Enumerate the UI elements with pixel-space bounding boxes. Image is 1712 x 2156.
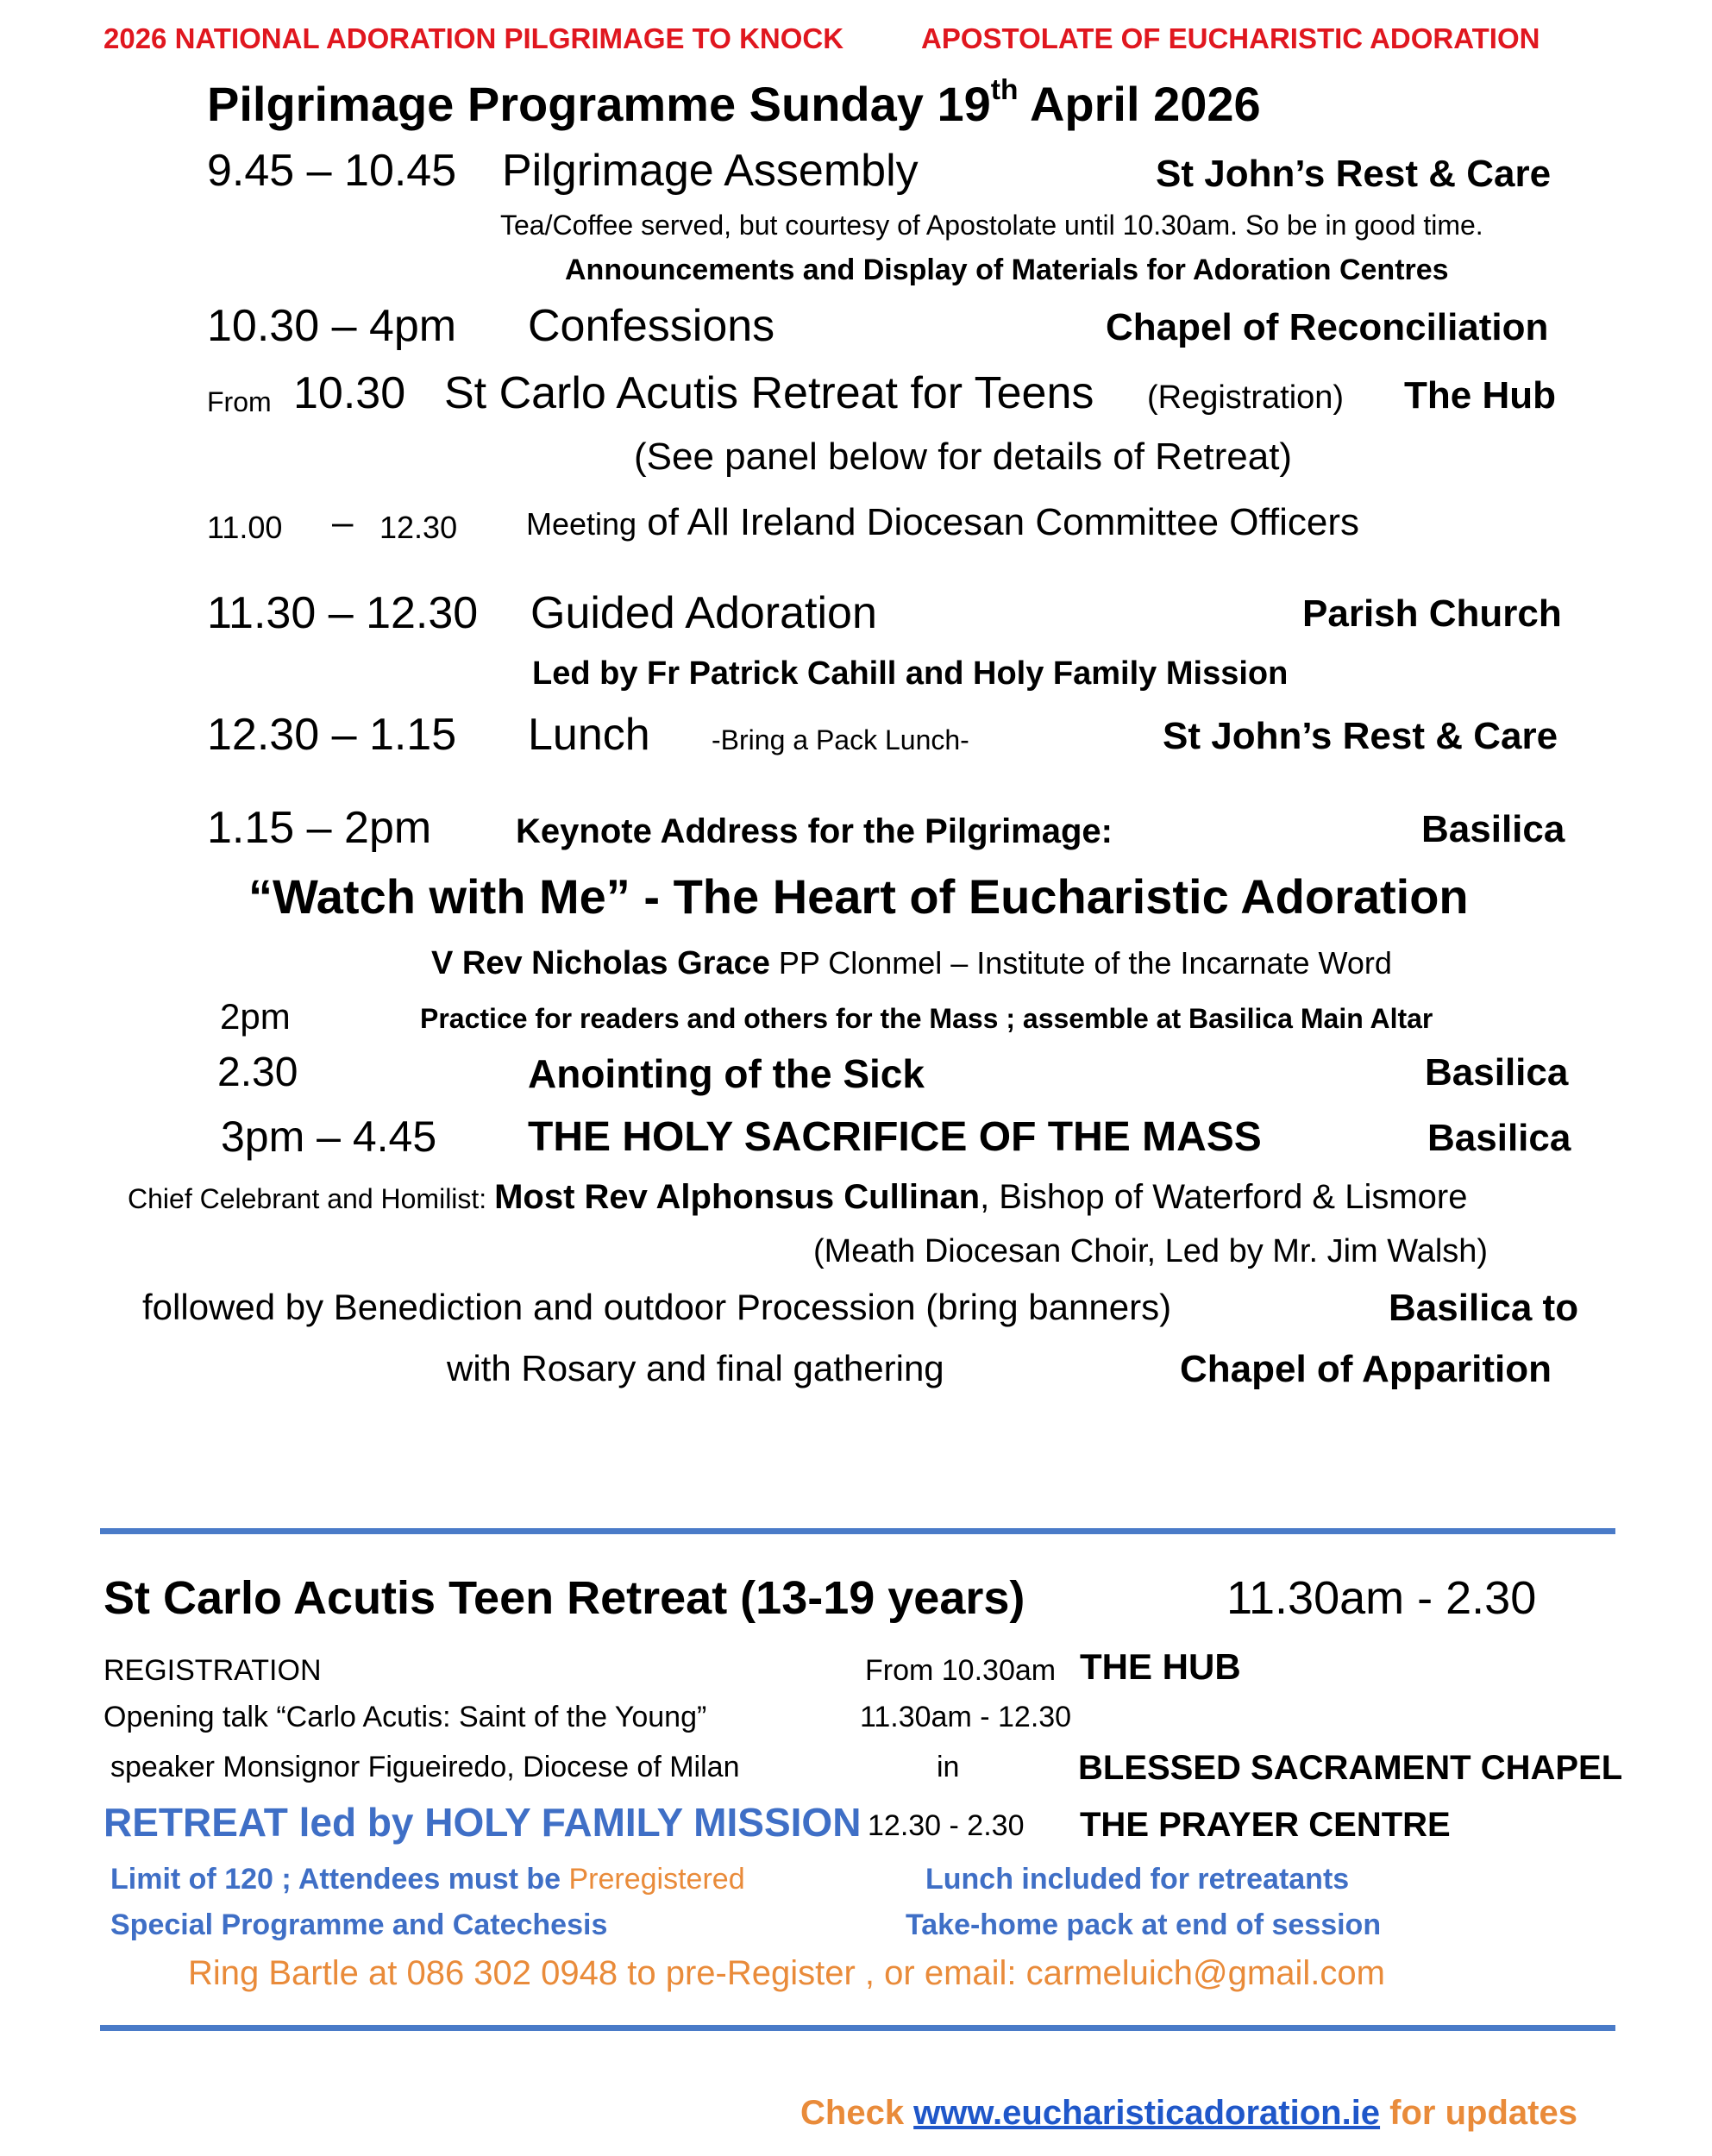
assembly-note: Tea/Coffee served, but courtesy of Apostolate until 10.30am. So be in good time. xyxy=(500,210,1483,241)
adoration-leader: Led by Fr Patrick Cahill and Holy Family Mission xyxy=(532,655,1289,692)
procession-venue1: Basilica to xyxy=(1389,1287,1579,1329)
page-title: Pilgrimage Programme Sunday 19th April 2026 xyxy=(207,74,1261,132)
adoration-time: 11.30 – 12.30 xyxy=(207,588,479,638)
lunch-event: Lunch xyxy=(528,710,650,760)
practice-event: Practice for readers and others for the Mass ; assemble at Basilica Main Altar xyxy=(420,1003,1433,1034)
confessions-time: 10.30 – 4pm xyxy=(207,301,457,351)
anointing-venue: Basilica xyxy=(1425,1051,1569,1094)
retreat-speaker-venue: BLESSED SACRAMENT CHAPEL xyxy=(1078,1749,1623,1787)
teens-venue: The Hub xyxy=(1404,374,1556,417)
footer-check: Check www.eucharisticadoration.ie for updates xyxy=(800,2094,1577,2132)
retreat-registration-venue: THE HUB xyxy=(1080,1646,1241,1687)
retreat-limit: Limit of 120 ; Attendees must be Preregistered xyxy=(110,1863,745,1896)
header-left: 2026 NATIONAL ADORATION PILGRIMAGE TO KNOCK xyxy=(103,22,844,54)
anointing-event: Anointing of the Sick xyxy=(528,1051,925,1096)
meeting-dash: – xyxy=(332,501,354,543)
teens-note: (See panel below for details of Retreat) xyxy=(634,436,1293,478)
mass-celebrant: Chief Celebrant and Homilist: Most Rev Alphonsus Cullinan, Bishop of Waterford & Lismore xyxy=(128,1178,1468,1216)
keynote-quote: “Watch with Me” - The Heart of Eucharistic Adoration xyxy=(248,869,1469,924)
keynote-venue: Basilica xyxy=(1421,808,1565,850)
adoration-event: Guided Adoration xyxy=(530,588,877,638)
mass-choir: (Meath Diocesan Choir, Led by Mr. Jim Walsh) xyxy=(813,1233,1489,1269)
procession-line1: followed by Benediction and outdoor Procession (bring banners) xyxy=(142,1287,1172,1327)
teens-registration: (Registration) xyxy=(1147,379,1345,416)
mass-event: THE HOLY SACRIFICE OF THE MASS xyxy=(528,1114,1262,1160)
header-right: APOSTOLATE OF EUCHARISTIC ADORATION xyxy=(921,22,1540,54)
divider-top xyxy=(100,1528,1615,1534)
retreat-speaker: speaker Monsignor Figueiredo, Diocese of Milan xyxy=(110,1751,740,1783)
retreat-led-venue: THE PRAYER CENTRE xyxy=(1080,1806,1451,1844)
practice-time: 2pm xyxy=(220,996,291,1037)
keynote-speaker: V Rev Nicholas Grace PP Clonmel – Institute of the Incarnate Word xyxy=(431,945,1392,981)
retreat-lunch-note: Lunch included for retreatants xyxy=(925,1863,1350,1896)
keynote-time: 1.15 – 2pm xyxy=(207,803,432,853)
mass-venue: Basilica xyxy=(1427,1117,1571,1159)
teens-from: From xyxy=(207,386,272,417)
retreat-title: St Carlo Acutis Teen Retreat (13-19 years) xyxy=(103,1572,1025,1624)
anointing-time: 2.30 xyxy=(217,1050,298,1095)
retreat-led-time: 12.30 - 2.30 xyxy=(868,1809,1025,1842)
assembly-time: 9.45 – 10.45 xyxy=(207,146,457,196)
teens-event: St Carlo Acutis Retreat for Teens xyxy=(444,368,1094,418)
keynote-event: Keynote Address for the Pilgrimage: xyxy=(516,812,1113,850)
retreat-led: RETREAT led by HOLY FAMILY MISSION xyxy=(103,1800,862,1845)
procession-venue2: Chapel of Apparition xyxy=(1180,1348,1552,1390)
retreat-registration-time: From 10.30am xyxy=(865,1654,1057,1687)
teens-time: 10.30 xyxy=(293,368,406,418)
confessions-event: Confessions xyxy=(528,301,775,351)
assembly-event: Pilgrimage Assembly xyxy=(502,146,919,196)
lunch-time: 12.30 – 1.15 xyxy=(207,710,457,760)
retreat-special: Special Programme and Catechesis xyxy=(110,1908,608,1941)
retreat-talk: Opening talk “Carlo Acutis: Saint of the Young” xyxy=(103,1701,707,1733)
retreat-time: 11.30am - 2.30 xyxy=(1226,1572,1537,1624)
lunch-note: -Bring a Pack Lunch- xyxy=(712,724,969,755)
retreat-pack: Take-home pack at end of session xyxy=(906,1908,1382,1941)
assembly-venue: St John’s Rest & Care xyxy=(1156,153,1552,195)
assembly-announcements: Announcements and Display of Materials for Adoration Centres xyxy=(565,254,1449,286)
adoration-venue: Parish Church xyxy=(1302,592,1562,635)
lunch-venue: St John’s Rest & Care xyxy=(1163,715,1558,757)
retreat-talk-time: 11.30am - 12.30 xyxy=(860,1701,1072,1733)
meeting-time-end: 12.30 xyxy=(379,510,458,545)
confessions-venue: Chapel of Reconciliation xyxy=(1106,306,1549,348)
meeting-event: Meeting of All Ireland Diocesan Committee Officers xyxy=(526,501,1360,543)
divider-bottom xyxy=(100,2025,1615,2031)
meeting-time-start: 11.00 xyxy=(207,510,283,545)
procession-line2: with Rosary and final gathering xyxy=(447,1348,944,1388)
mass-time: 3pm – 4.45 xyxy=(221,1112,437,1161)
retreat-registration-label: REGISTRATION xyxy=(103,1654,322,1687)
retreat-contact: Ring Bartle at 086 302 0948 to pre-Register , or email: carmeluich@gmail.com xyxy=(188,1954,1385,1992)
website-link[interactable]: www.eucharisticadoration.ie xyxy=(913,2094,1381,2132)
retreat-speaker-in: in xyxy=(937,1751,960,1783)
